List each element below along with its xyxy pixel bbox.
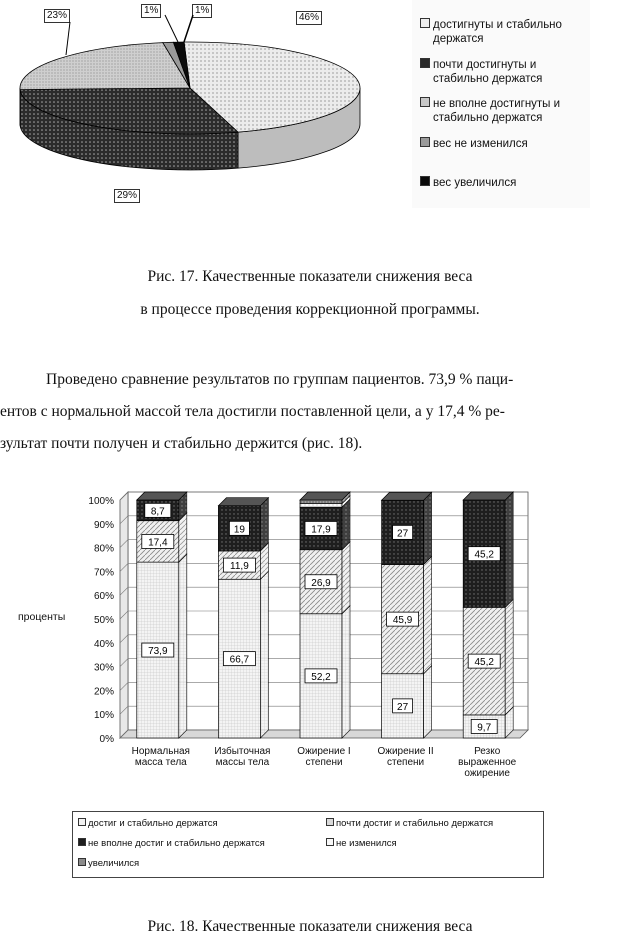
bar-segment-side (342, 499, 350, 550)
bar-top (137, 492, 187, 500)
bar-segment (300, 500, 342, 504)
pie-label-23: 23% (44, 9, 70, 23)
bar-top (300, 492, 350, 500)
data-label: 27 (397, 528, 409, 540)
pie-legend (412, 0, 590, 208)
x-tick-label-line: степени (387, 757, 425, 768)
bar-segment-side (179, 513, 187, 562)
legend-label: увеличился (88, 858, 140, 869)
bar-top (382, 492, 432, 500)
y-tick-label: 30% (93, 662, 114, 674)
y-tick-label: 20% (93, 686, 114, 698)
bar-legend (72, 811, 544, 878)
x-tick-label (198, 746, 286, 768)
bar-top (218, 498, 268, 506)
pie-label-46: 46% (296, 11, 322, 25)
pie-label-1a: 1% (141, 4, 161, 18)
x-tick-label-line: Избыточная (214, 746, 271, 757)
data-label: 26,9 (311, 577, 331, 589)
y-axis-label: проценты (18, 611, 66, 623)
legend-label: достигнуты и стабильно держатся (433, 19, 562, 45)
x-tick-label-line: Резко (474, 746, 501, 757)
pie-legend-item (420, 176, 516, 190)
legend-swatch (420, 58, 430, 68)
y-tick-label: 0% (99, 734, 114, 745)
legend-label: не изменился (336, 838, 397, 849)
data-label: 11,9 (230, 561, 249, 573)
pie-label-29: 29% (114, 189, 140, 203)
x-tick-label-line: массы тела (215, 757, 270, 768)
y-tick-label: 90% (93, 519, 114, 531)
data-label: 9,7 (477, 722, 492, 734)
bar-segment-side (505, 599, 513, 715)
bar-legend-item (326, 818, 493, 830)
x-tick-label-line: Нормальная (131, 746, 190, 757)
x-tick-label-line: ожирение (464, 768, 510, 779)
bar-legend-item (78, 838, 265, 850)
data-label: 27 (397, 701, 409, 713)
data-label: 45,9 (392, 615, 413, 627)
legend-swatch (78, 818, 86, 826)
bar-segment-side (424, 556, 432, 673)
bar-segment-side (179, 554, 187, 738)
data-label: 8,7 (150, 506, 165, 518)
x-tick-label-line: выраженное (458, 757, 517, 768)
legend-label: не вполне достигнуты и стабильно держатся (433, 98, 561, 124)
legend-label: вес увеличился (433, 177, 517, 189)
pie-legend-item (420, 58, 583, 86)
bar-segment-side (424, 666, 432, 738)
data-label: 45,2 (474, 657, 494, 669)
data-label: 45,2 (474, 549, 494, 561)
fig18-caption: Рис. 18. Качественные показатели снижения веса (147, 918, 473, 935)
pie-leader-lines (0, 0, 410, 230)
legend-swatch (326, 818, 334, 826)
x-tick-label-line: Ожирение II (377, 746, 434, 757)
x-tick-label-line: Ожирение I (297, 746, 351, 757)
bar-segment-side (342, 542, 350, 614)
x-tick-label (362, 746, 450, 768)
bar-segment-side (505, 492, 513, 607)
fig17-caption-line2: в процессе проведения коррекционной программы. (140, 301, 480, 318)
legend-label: достиг и стабильно держатся (88, 818, 218, 829)
pie-label-1b: 1% (192, 4, 212, 18)
pie-legend-item (420, 137, 528, 151)
data-label: 66,7 (229, 654, 250, 666)
data-label: 73,9 (148, 646, 168, 658)
bar-segment-side (260, 571, 268, 738)
data-label: 17,4 (148, 537, 168, 549)
y-tick-label: 100% (88, 496, 114, 507)
bar-legend-item (78, 818, 218, 830)
bar-segment-side (260, 498, 268, 551)
y-tick-label: 50% (93, 615, 114, 626)
bar-segment-side (424, 492, 432, 564)
data-label: 17,9 (311, 524, 331, 536)
legend-swatch (420, 18, 430, 28)
legend-swatch (420, 137, 430, 147)
legend-label: вес не изменился (433, 138, 528, 150)
legend-swatch (78, 858, 86, 866)
legend-label: не вполне достиг и стабильно держатся (88, 838, 265, 849)
paragraph-line3: зультат почти получен и стабильно держится (рис. 18). (0, 435, 363, 452)
pie-legend-item (420, 97, 583, 125)
legend-swatch (420, 176, 430, 186)
data-label: 52,2 (311, 671, 331, 683)
y-tick-label: 70% (93, 567, 114, 579)
bar-segment (300, 504, 342, 508)
x-tick-label-line: степени (305, 757, 343, 768)
legend-label: почти достиг и стабильно держатся (336, 818, 494, 829)
bar-segment-side (342, 606, 350, 738)
bar-legend-item (78, 858, 139, 870)
legend-swatch (420, 97, 430, 107)
paragraph-line1: Проведено сравнение результатов по группам пациентов. 73,9 % паци- (46, 371, 514, 388)
pie-legend-item (420, 18, 583, 46)
x-tick-label (443, 746, 531, 779)
paragraph-line2: ентов с нормальной массой тела достигли поставленной цели, а у 17,4 % ре- (0, 403, 505, 420)
y-tick-label: 80% (93, 543, 114, 555)
y-tick-label: 10% (93, 710, 114, 722)
y-tick-label: 40% (93, 638, 114, 650)
bar-legend-item (326, 838, 397, 850)
data-label: 19 (233, 524, 245, 536)
fig17-caption-line1: Рис. 17. Качественные показатели снижения веса (147, 268, 473, 285)
bar-top (463, 492, 513, 500)
legend-swatch (326, 838, 334, 846)
y-tick-label: 60% (93, 591, 114, 603)
legend-label: почти достигнуты и стабильно держатся (433, 59, 543, 85)
x-tick-label (117, 746, 205, 768)
legend-swatch (78, 838, 86, 846)
x-tick-label-line: масса тела (134, 757, 187, 768)
x-tick-label (280, 746, 368, 768)
